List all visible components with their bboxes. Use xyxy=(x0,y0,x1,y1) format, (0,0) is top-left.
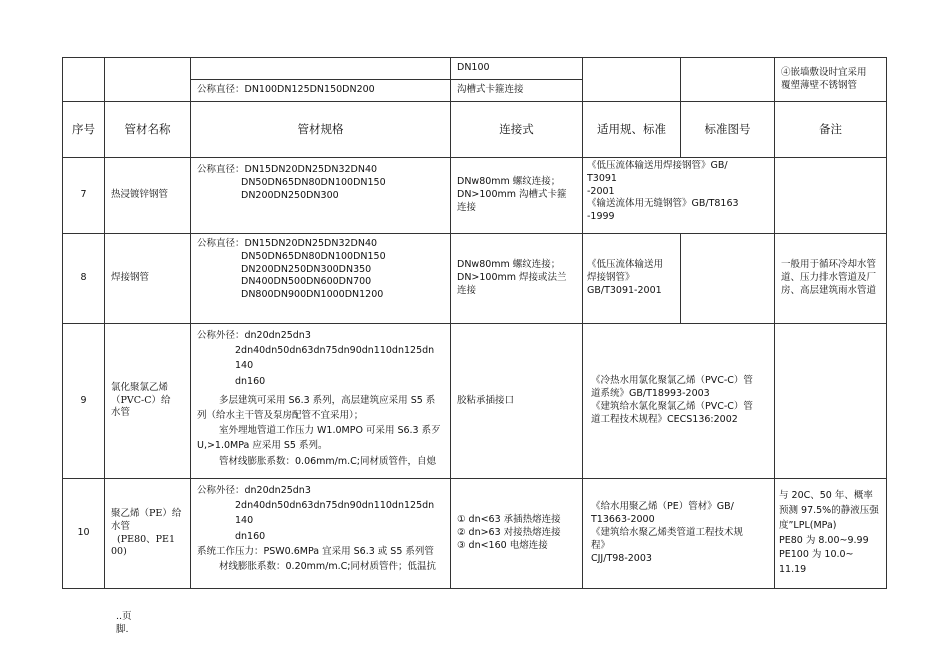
row-name-line: 聚乙烯（PE）给 xyxy=(111,507,182,519)
row-name xyxy=(105,479,191,589)
spec-line: 2dn40dn50dn63dn75dn90dn110dn125dn xyxy=(235,345,435,357)
table-header-row xyxy=(63,102,887,158)
conn-line: 胶粘承插接口 xyxy=(457,394,515,406)
row-name-line: 水管 xyxy=(111,407,131,419)
conn-line: 连接 xyxy=(457,201,477,213)
spec-line: 140 xyxy=(235,360,254,372)
header-std: 适用规、标准 xyxy=(583,102,681,158)
spec-line: 公称直径：DN15DN20DN25DN32DN40 xyxy=(197,238,378,249)
row-spec xyxy=(191,479,451,589)
header-drawing: 标准图号 xyxy=(681,102,775,158)
top-name-cell xyxy=(105,58,191,102)
row-std xyxy=(583,324,775,479)
row-conn xyxy=(451,324,583,479)
row-remark xyxy=(775,234,887,324)
top-conn-b: 沟槽式卡箍连接 xyxy=(451,80,583,102)
spec-line: 多层建筑可采用 S6.3 系列，高层建筑应采用 S5 系 xyxy=(219,394,436,406)
remark-line: PE100 为 10.0~ xyxy=(779,549,854,561)
std-line: 《冷热水用氯化聚氯乙烯（PVC-C）管 xyxy=(591,375,753,387)
remark-line: 一般用于循环冷却水管 xyxy=(781,259,877,271)
conn-line: DN>100mm 沟槽式卡箍 xyxy=(457,189,567,201)
header-name: 管材名称 xyxy=(105,102,191,158)
conn-line: DNw80mm 螺纹连接； xyxy=(457,259,561,271)
row-name-line: 00) xyxy=(111,546,127,558)
row-name-line: （PVC-C）给 xyxy=(111,394,171,406)
spec-line: DN200DN250DN300DN350 xyxy=(241,263,372,275)
top-remark-line: ④嵌墙敷设时宜采用 xyxy=(781,66,867,78)
spec-line: DN400DN500DN600DN700 xyxy=(241,276,372,288)
spec-line: DN800DN900DN1000DN1200 xyxy=(241,289,384,301)
spec-line: U,>1.0MPa 应采用 S5 系列。 xyxy=(197,440,328,452)
spec-line: 列（给水主干管及泵房配管不宜采用）； xyxy=(197,409,364,421)
conn-line: ③ dn<160 电熔连接 xyxy=(457,539,548,551)
row-drawing xyxy=(681,234,775,324)
remark-line: 度”LPL(MPa) xyxy=(779,519,837,531)
std-line: 《给水用聚乙烯（PE）管材》GB/ xyxy=(591,501,734,513)
spec-line: 管材线膨胀系数：0.06mm/m.C;同材质管件，自熄 xyxy=(219,455,436,467)
row-no: 10 xyxy=(63,479,105,589)
spec-line: 室外埋地管道工作压力 W1.0MPO 可采用 S6.3 系歹 xyxy=(219,425,441,437)
header-remark: 备注 xyxy=(775,102,887,158)
spec-line: 140 xyxy=(235,515,254,527)
std-line: T13663-2000 xyxy=(591,514,655,526)
row-name-line: 氯化聚氯乙烯 xyxy=(111,381,169,393)
table-row xyxy=(63,324,887,479)
std-line: 道工程技术规程》CECS136:2002 xyxy=(591,413,738,425)
top-spec: 公称直径：DN100DN125DN150DN200 xyxy=(191,80,451,102)
top-spec-empty-cell xyxy=(191,58,451,80)
std-line: T3091 xyxy=(587,172,617,184)
spec-line: 材线膨胀系数：0.20mm/m.C;同材质管件；低温抗 xyxy=(219,560,436,572)
spec-line: DN50DN65DN80DN100DN150 xyxy=(241,250,386,262)
footer-line: ..页 xyxy=(116,611,132,622)
row-spec xyxy=(191,158,451,234)
row-name-line: 热浸镀锌钢管 xyxy=(111,189,169,201)
remark-line: 预测 97.5%的静液压强 xyxy=(779,505,879,517)
top-conn-a: DN100 xyxy=(451,58,583,80)
row-no: 7 xyxy=(63,158,105,234)
std-line: 《建筑给水氯化聚氯乙烯（PVC-C）管 xyxy=(591,401,753,412)
row-name-line: 焊接钢管 xyxy=(111,272,150,284)
row-conn xyxy=(451,479,583,589)
row-spec xyxy=(191,234,451,324)
table-row xyxy=(63,158,887,234)
row-no: 8 xyxy=(63,234,105,324)
page-footer xyxy=(116,610,132,637)
row-remark xyxy=(775,324,887,479)
row-name xyxy=(105,158,191,234)
header-conn: 连接式 xyxy=(451,102,583,158)
header-no: 序号 xyxy=(63,102,105,158)
pipe-material-table xyxy=(62,57,887,589)
std-line: -2001 xyxy=(587,185,615,197)
spec-line: 系统工作压力：PSW0.6MPa 宜采用 S6.3 或 S5 系列管 xyxy=(197,545,434,557)
row-std xyxy=(583,234,681,324)
spec-line: dn160 xyxy=(235,375,266,387)
footer-line: 脚. xyxy=(116,624,129,636)
row-std xyxy=(583,479,775,589)
spec-line: 公称外径：dn20dn25dn3 xyxy=(197,485,311,496)
std-line: 《建筑给水聚乙烯类管道工程技术规 xyxy=(591,527,744,539)
row-name xyxy=(105,324,191,479)
top-remark-line: 覆塑薄壁不锈钢管 xyxy=(781,79,858,91)
row-conn xyxy=(451,158,583,234)
spec-line: DN200DN250DN300 xyxy=(241,189,339,201)
std-line: 《低压流体输送用焊接钢管》GB/ xyxy=(587,160,728,171)
table-row xyxy=(63,479,887,589)
conn-line: DN>100mm 焊接或法兰 xyxy=(457,272,567,284)
spec-line: DN50DN65DN80DN100DN150 xyxy=(241,176,386,188)
remark-line: 房、高层建筑雨水管道 xyxy=(781,284,877,296)
remark-line: 11.19 xyxy=(779,563,807,575)
remark-line: 道、压力排水管道及厂 xyxy=(781,272,877,284)
std-line: -1999 xyxy=(587,211,615,223)
header-spec: 管材规格 xyxy=(191,102,451,158)
top-remark-cell xyxy=(775,58,887,102)
top-drawing-cell xyxy=(681,58,775,102)
row-name xyxy=(105,234,191,324)
std-line: GB/T3091-2001 xyxy=(587,284,662,296)
conn-line: ② dn>63 对接热熔连接 xyxy=(457,527,561,539)
std-line: 《输送流体用无缝钢管》GB/T8163 xyxy=(587,198,739,210)
conn-line: DNw80mm 螺纹连接； xyxy=(457,176,561,188)
top-std-cell xyxy=(583,58,681,102)
row-conn xyxy=(451,234,583,324)
row-std xyxy=(583,158,775,234)
spec-line: 2dn40dn50dn63dn75dn90dn110dn125dn xyxy=(235,500,435,512)
row-spec xyxy=(191,324,451,479)
row-remark xyxy=(775,479,887,589)
remark-line: 与 20C、50 年、概率 xyxy=(779,490,873,502)
row-no: 9 xyxy=(63,324,105,479)
spec-line: dn160 xyxy=(235,530,266,542)
conn-line: ① dn<63 承插热熔连接 xyxy=(457,514,561,526)
std-line: 焊接钢管》 xyxy=(587,272,635,284)
std-line: 《低压流体输送用 xyxy=(587,259,664,271)
table-row xyxy=(63,234,887,324)
std-line: 道系统》GB/T18993-2003 xyxy=(591,388,710,400)
spec-line: 公称外径：dn20dn25dn3 xyxy=(197,330,311,341)
row-name-line: (PE80、PE1 xyxy=(111,533,176,545)
std-line: 程》 xyxy=(591,539,611,551)
std-line: CJJ/T98-2003 xyxy=(591,552,652,564)
top-no-cell xyxy=(63,58,105,102)
row-remark xyxy=(775,158,887,234)
row-name-line: 水管 xyxy=(111,520,131,532)
spec-line: 公称直径：DN15DN20DN25DN32DN40 xyxy=(197,164,378,175)
remark-line: PE80 为 8.00~9.99 xyxy=(779,534,869,546)
conn-line: 连接 xyxy=(457,284,477,296)
